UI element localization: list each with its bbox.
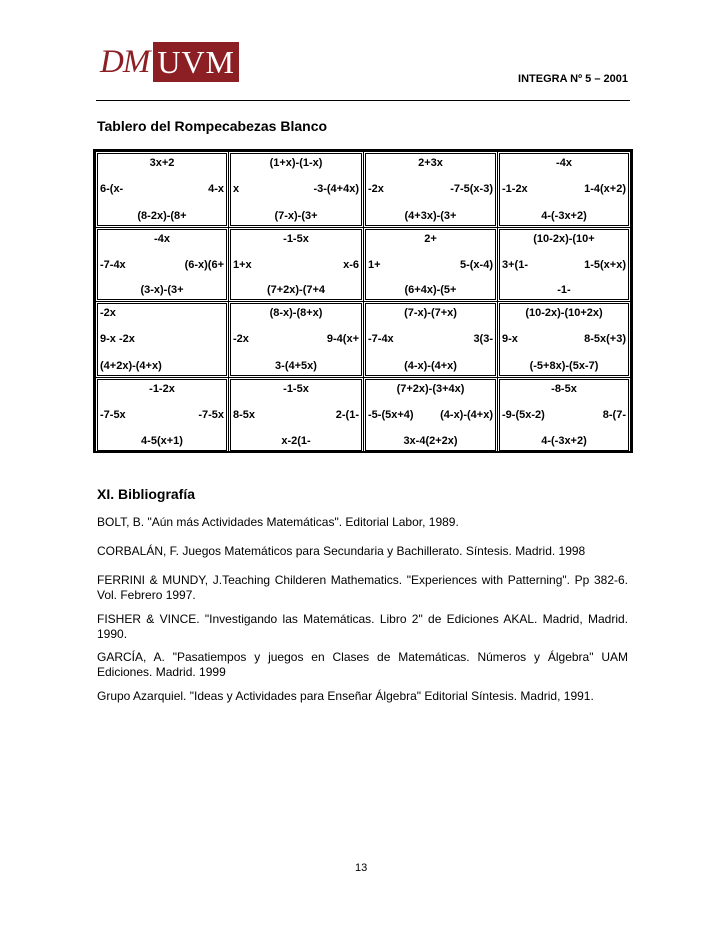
puzzle-piece — [95, 227, 229, 302]
piece-right-expression: -3-(4+4x) — [313, 183, 359, 195]
logo — [100, 42, 239, 82]
piece-left-expression: -7-5x — [100, 409, 126, 421]
piece-top-expression: -1-2x — [149, 383, 175, 395]
reference-6: Grupo Azarquiel. "Ideas y Actividades para Enseñar Álgebra" Editorial Síntesis. Madrid, 1991. — [97, 689, 594, 703]
piece-bottom-expression: 3-(4+5x) — [275, 360, 317, 372]
piece-left-expression: 9-x -2x — [100, 333, 135, 345]
piece-right-expression: (6-x)(6+ — [184, 259, 224, 271]
puzzle-piece — [363, 301, 498, 378]
piece-bottom-expression: (8-2x)-(8+ — [137, 210, 187, 222]
piece-bottom-expression: (4-x)-(4+x) — [404, 360, 457, 372]
piece-top-expression: -1-5x — [283, 383, 309, 395]
logo-dm: DM — [100, 44, 150, 80]
piece-left-expression: 1+ — [368, 259, 381, 271]
puzzle-piece — [228, 151, 364, 228]
piece-right-expression: 1-5(x+x) — [584, 259, 626, 271]
puzzle-piece — [363, 151, 498, 228]
puzzle-piece — [228, 377, 364, 453]
piece-right-expression: -7-5x — [198, 409, 224, 421]
piece-top-expression: -4x — [154, 233, 170, 245]
bibliography-heading: XI. Bibliografía — [97, 486, 196, 502]
piece-left-expression: 1+x — [233, 259, 252, 271]
piece-right-expression: 9-4(x+ — [326, 333, 359, 345]
piece-bottom-expression: (4+2x)-(4+x) — [100, 360, 162, 372]
piece-right-expression: 2-(1- — [335, 409, 359, 421]
puzzle-piece — [363, 377, 498, 453]
piece-left-expression: -5-(5x+4) — [368, 409, 414, 421]
puzzle-piece — [95, 301, 229, 378]
piece-left-expression: -7-4x — [100, 259, 126, 271]
piece-right-expression: (4-x)-(4+x) — [440, 409, 493, 421]
page-number: 13 — [355, 862, 368, 874]
puzzle-piece — [497, 227, 631, 302]
piece-left-expression: 3+(1- — [502, 259, 528, 271]
piece-left-expression: 6-(x- — [100, 183, 124, 195]
piece-left-expression: 9-x — [502, 333, 518, 345]
piece-right-expression: 4-x — [208, 183, 224, 195]
piece-right-expression: 1-4(x+2) — [584, 183, 626, 195]
piece-left-expression: 8-5x — [233, 409, 256, 421]
piece-bottom-expression: (7-x)-(3+ — [274, 210, 318, 222]
piece-left-expression: -2x — [368, 183, 384, 195]
piece-bottom-expression: (7+2x)-(7+4 — [266, 284, 326, 296]
piece-left-expression: -2x — [233, 333, 249, 345]
reference-3: FERRINI & MUNDY, J.Teaching Childeren Mathematics. "Experiences with Patterning". Pp 382-6. Vol. Febrero 1997. — [97, 573, 628, 602]
header-rule — [96, 100, 630, 101]
piece-right-expression: x-6 — [343, 259, 359, 271]
page-title: Tablero del Rompecabezas Blanco — [97, 118, 328, 134]
puzzle-piece — [95, 377, 229, 453]
piece-bottom-expression: x-2(1- — [281, 435, 311, 447]
puzzle-piece — [497, 301, 631, 378]
piece-right-expression: 5-(x-4) — [459, 259, 493, 271]
puzzle-piece — [363, 227, 498, 302]
piece-top-expression: (8-x)-(8+x) — [269, 307, 323, 319]
puzzle-piece — [228, 301, 364, 378]
piece-bottom-expression: (3-x)-(3+ — [140, 284, 184, 296]
piece-right-expression: 8-(7- — [602, 409, 626, 421]
piece-top-expression: -2x — [100, 307, 116, 319]
piece-top-expression: 2+3x — [418, 157, 443, 169]
piece-top-expression: (1+x)-(1-x) — [269, 157, 323, 169]
piece-bottom-expression: 4-(-3x+2) — [541, 435, 587, 447]
piece-right-expression: -7-5(x-3) — [450, 183, 493, 195]
piece-top-expression: -1-5x — [283, 233, 309, 245]
piece-bottom-expression: 4-(-3x+2) — [541, 210, 587, 222]
reference-4: FISHER & VINCE. "Investigando las Matemáticas. Libro 2" de Ediciones AKAL. Madrid, Madrid. 1990. — [97, 612, 628, 641]
piece-top-expression: (10-2x)-(10+ — [533, 233, 595, 245]
puzzle-piece — [497, 377, 631, 453]
piece-left-expression: x — [233, 183, 240, 195]
journal-issue: INTEGRA Nº 5 – 2001 — [518, 73, 628, 85]
piece-top-expression: -8-5x — [551, 383, 577, 395]
piece-bottom-expression: (4+3x)-(3+ — [404, 210, 457, 222]
piece-right-expression: 3(3- — [473, 333, 493, 345]
piece-bottom-expression: -1- — [557, 284, 571, 296]
puzzle-piece — [95, 151, 229, 228]
reference-2: CORBALÁN, F. Juegos Matemáticos para Secundaria y Bachillerato. Síntesis. Madrid. 1998 — [97, 544, 586, 558]
logo-uvm: UVM — [153, 42, 239, 82]
puzzle-piece — [497, 151, 631, 228]
piece-left-expression: -9-(5x-2) — [502, 409, 545, 421]
piece-bottom-expression: 4-5(x+1) — [141, 435, 183, 447]
puzzle-piece — [228, 227, 364, 302]
piece-top-expression: 2+ — [424, 233, 437, 245]
piece-left-expression: -1-2x — [502, 183, 528, 195]
piece-top-expression: -4x — [556, 157, 572, 169]
piece-bottom-expression: 3x-4(2+2x) — [403, 435, 458, 447]
piece-top-expression: (7+2x)-(3+4x) — [396, 383, 465, 395]
piece-left-expression: -7-4x — [368, 333, 394, 345]
piece-top-expression: 3x+2 — [149, 157, 175, 169]
reference-1: BOLT, B. "Aún más Actividades Matemáticas". Editorial Labor, 1989. — [97, 515, 459, 529]
piece-bottom-expression: (6+4x)-(5+ — [404, 284, 457, 296]
reference-5: GARCÍA, A. "Pasatiempos y juegos en Clases de Matemáticas. Números y Álgebra" UAM Ediciones. Madrid. 1999 — [97, 650, 628, 679]
piece-top-expression: (10-2x)-(10+2x) — [525, 307, 603, 319]
puzzle-board — [93, 149, 633, 453]
piece-bottom-expression: (-5+8x)-(5x-7) — [529, 360, 599, 372]
piece-top-expression: (7-x)-(7+x) — [404, 307, 457, 319]
piece-right-expression: 8-5x(+3) — [584, 333, 626, 345]
